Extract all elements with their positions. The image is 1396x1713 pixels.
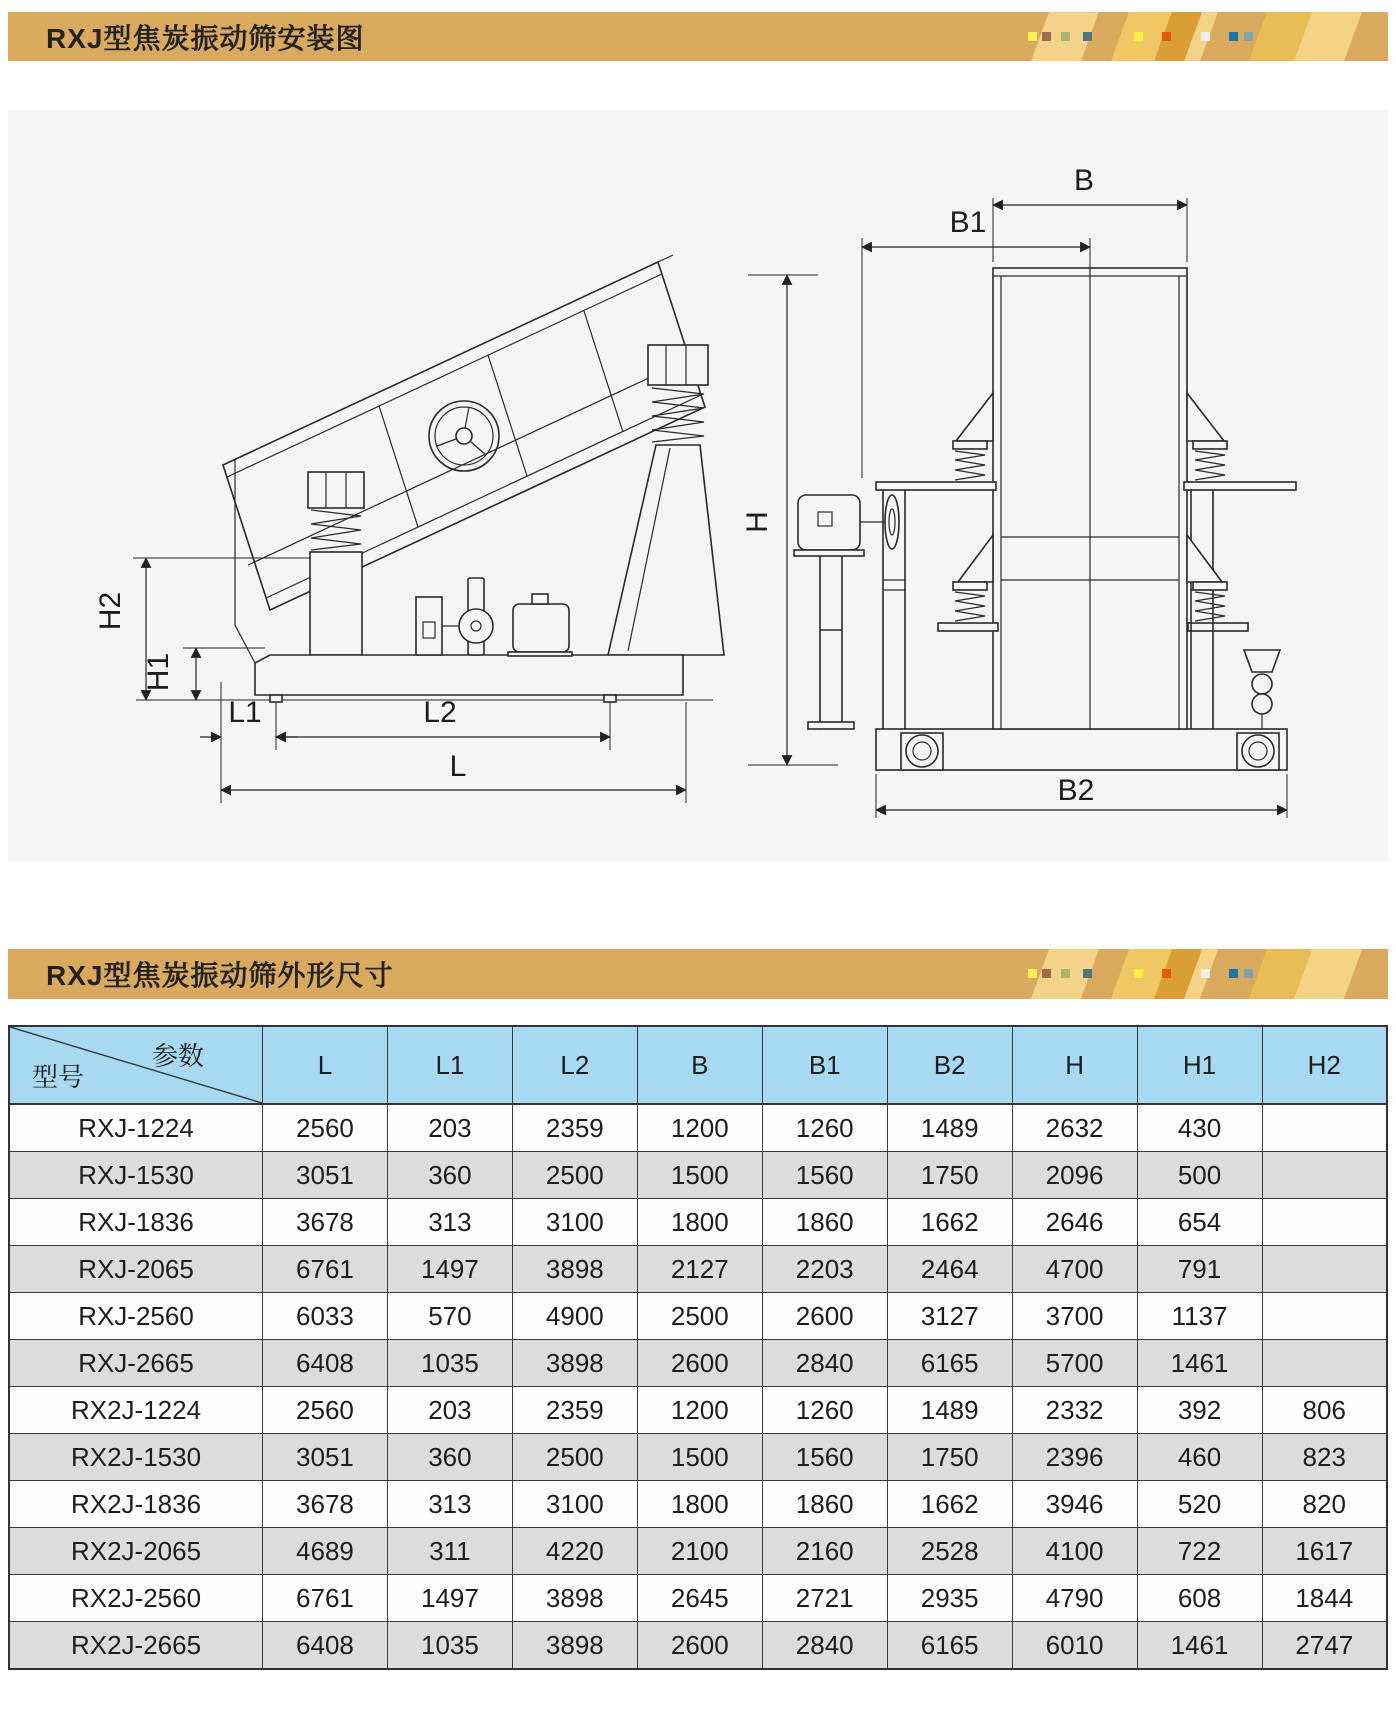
cell-B1: 2203 — [762, 1246, 887, 1293]
cell-H2 — [1262, 1340, 1387, 1387]
cell-B: 1500 — [637, 1434, 762, 1481]
column-header-L1: L1 — [387, 1026, 512, 1104]
cell-B2: 1489 — [887, 1104, 1012, 1152]
decor-square — [1028, 32, 1037, 41]
vibrating-screen-drawing — [8, 110, 1388, 862]
table-corner-cell — [9, 1026, 263, 1104]
decor-square — [1244, 969, 1253, 978]
decor-square — [1229, 969, 1238, 978]
decor-square — [1201, 32, 1210, 41]
technical-drawing-panel — [8, 110, 1388, 862]
cell-L1: 570 — [387, 1293, 512, 1340]
cell-H: 4100 — [1012, 1528, 1137, 1575]
cell-L2: 2359 — [512, 1104, 637, 1152]
cell-H: 6010 — [1012, 1622, 1137, 1670]
cell-L1: 1035 — [387, 1622, 512, 1670]
cell-H: 2396 — [1012, 1434, 1137, 1481]
cell-B2: 6165 — [887, 1622, 1012, 1670]
cell-B2: 1489 — [887, 1387, 1012, 1434]
table-row — [9, 1199, 1387, 1246]
cell-B1: 1260 — [762, 1104, 887, 1152]
cell-B1: 1860 — [762, 1481, 887, 1528]
cell-model: RX2J-1530 — [9, 1434, 263, 1481]
decor-square — [1061, 32, 1070, 41]
cell-H: 2632 — [1012, 1104, 1137, 1152]
cell-H1: 722 — [1137, 1528, 1262, 1575]
decor-square — [1083, 969, 1092, 978]
corner-label-model: 型号 — [32, 1062, 85, 1092]
dimensions-table — [8, 1025, 1388, 1670]
cell-L1: 1497 — [387, 1246, 512, 1293]
motor-drive — [416, 578, 572, 656]
cell-B: 1500 — [637, 1152, 762, 1199]
cell-H: 3700 — [1012, 1293, 1137, 1340]
table-row — [9, 1622, 1387, 1670]
table-body — [9, 1104, 1387, 1669]
cell-H1: 500 — [1137, 1152, 1262, 1199]
cell-H: 2332 — [1012, 1387, 1137, 1434]
column-header-B: B — [637, 1026, 762, 1104]
cell-B2: 3127 — [887, 1293, 1012, 1340]
cell-H2: 1617 — [1262, 1528, 1387, 1575]
cell-model: RXJ-1530 — [9, 1152, 263, 1199]
cell-L: 3051 — [263, 1434, 388, 1481]
column-header-B1: B1 — [762, 1026, 887, 1104]
column-header-L: L — [263, 1026, 388, 1104]
cell-H2 — [1262, 1104, 1387, 1152]
cell-model: RXJ-1224 — [9, 1104, 263, 1152]
cell-H1: 1461 — [1137, 1340, 1262, 1387]
table-row — [9, 1528, 1387, 1575]
cell-B1: 1560 — [762, 1152, 887, 1199]
section-header-installation — [8, 12, 1388, 61]
cell-L: 3678 — [263, 1199, 388, 1246]
cell-L: 4689 — [263, 1528, 388, 1575]
cell-L1: 1497 — [387, 1575, 512, 1622]
cell-L1: 1035 — [387, 1340, 512, 1387]
cell-L: 3678 — [263, 1481, 388, 1528]
table-row — [9, 1340, 1387, 1387]
decor-square — [1244, 32, 1253, 41]
cell-B2: 1750 — [887, 1434, 1012, 1481]
cell-H2: 823 — [1262, 1434, 1387, 1481]
decor-square — [1134, 969, 1143, 978]
cell-H2 — [1262, 1199, 1387, 1246]
cell-L1: 360 — [387, 1152, 512, 1199]
cell-H2 — [1262, 1293, 1387, 1340]
cell-L: 2560 — [263, 1104, 388, 1152]
cell-B2: 1662 — [887, 1481, 1012, 1528]
side-view — [94, 255, 724, 803]
cell-H1: 520 — [1137, 1481, 1262, 1528]
cell-H1: 1461 — [1137, 1622, 1262, 1670]
cell-B1: 2721 — [762, 1575, 887, 1622]
decor-square — [1028, 969, 1037, 978]
jack-assembly — [1244, 650, 1280, 729]
table-header-row — [9, 1026, 1387, 1104]
cell-B: 1200 — [637, 1387, 762, 1434]
cell-H2 — [1262, 1152, 1387, 1199]
cell-L1: 203 — [387, 1387, 512, 1434]
cell-B: 2600 — [637, 1340, 762, 1387]
cell-B2: 2528 — [887, 1528, 1012, 1575]
cell-B2: 1662 — [887, 1199, 1012, 1246]
cell-L1: 203 — [387, 1104, 512, 1152]
cell-L: 6761 — [263, 1246, 388, 1293]
end-view — [794, 164, 1296, 818]
section-header-dimensions — [8, 949, 1388, 999]
cell-model: RX2J-1836 — [9, 1481, 263, 1528]
cell-B: 2645 — [637, 1575, 762, 1622]
dim-label-L: L — [449, 750, 467, 783]
cell-H2: 806 — [1262, 1387, 1387, 1434]
cell-H2: 820 — [1262, 1481, 1387, 1528]
cell-B: 1200 — [637, 1104, 762, 1152]
cell-H: 2646 — [1012, 1199, 1137, 1246]
cell-L1: 313 — [387, 1199, 512, 1246]
cell-model: RXJ-2665 — [9, 1340, 263, 1387]
column-header-H1: H1 — [1137, 1026, 1262, 1104]
column-header-B2: B2 — [887, 1026, 1012, 1104]
dim-label-B2: B2 — [1057, 774, 1095, 807]
cell-model: RX2J-2560 — [9, 1575, 263, 1622]
decor-square — [1061, 969, 1070, 978]
decor-square — [1162, 969, 1171, 978]
column-header-H: H — [1012, 1026, 1137, 1104]
dim-label-H: H — [741, 511, 774, 533]
cell-H1: 430 — [1137, 1104, 1262, 1152]
dim-label-H2: H2 — [94, 591, 127, 631]
cell-L2: 2359 — [512, 1387, 637, 1434]
cell-H1: 460 — [1137, 1434, 1262, 1481]
cell-L: 6408 — [263, 1340, 388, 1387]
cell-L2: 3898 — [512, 1575, 637, 1622]
cell-L2: 3100 — [512, 1199, 637, 1246]
table-row — [9, 1481, 1387, 1528]
table-row — [9, 1246, 1387, 1293]
decor-square — [1201, 969, 1210, 978]
decor-square — [1042, 969, 1051, 978]
dim-label-B1: B1 — [949, 206, 987, 239]
cell-H: 5700 — [1012, 1340, 1137, 1387]
base-frame — [255, 655, 683, 702]
dim-label-L1: L1 — [228, 696, 262, 729]
dim-label-B: B — [1073, 164, 1095, 197]
decor-square — [1229, 32, 1238, 41]
cell-H2: 1844 — [1262, 1575, 1387, 1622]
cell-B: 2600 — [637, 1622, 762, 1670]
cell-L2: 2500 — [512, 1434, 637, 1481]
table-row — [9, 1575, 1387, 1622]
decor-square — [1042, 32, 1051, 41]
cell-model: RXJ-2560 — [9, 1293, 263, 1340]
cell-model: RX2J-2665 — [9, 1622, 263, 1670]
cell-model: RX2J-2065 — [9, 1528, 263, 1575]
table-row — [9, 1152, 1387, 1199]
cell-B: 1800 — [637, 1481, 762, 1528]
cell-L2: 2500 — [512, 1152, 637, 1199]
cell-B: 2100 — [637, 1528, 762, 1575]
cell-B1: 1860 — [762, 1199, 887, 1246]
cell-L: 6761 — [263, 1575, 388, 1622]
cell-H: 4790 — [1012, 1575, 1137, 1622]
dim-label-L2: L2 — [423, 696, 457, 729]
cell-L: 6408 — [263, 1622, 388, 1670]
cell-H2: 2747 — [1262, 1622, 1387, 1670]
cell-model: RXJ-1836 — [9, 1199, 263, 1246]
cell-B1: 2600 — [762, 1293, 887, 1340]
cell-H: 3946 — [1012, 1481, 1137, 1528]
cell-H1: 392 — [1137, 1387, 1262, 1434]
feed-support — [308, 472, 364, 655]
decor-square — [1162, 32, 1171, 41]
cell-B: 2500 — [637, 1293, 762, 1340]
cell-L2: 3898 — [512, 1340, 637, 1387]
column-header-H2: H2 — [1262, 1026, 1387, 1104]
cell-B: 1800 — [637, 1199, 762, 1246]
cell-L: 3051 — [263, 1152, 388, 1199]
section-title: RXJ型焦炭振动筛安装图 — [46, 22, 365, 54]
cell-L: 6033 — [263, 1293, 388, 1340]
table-row — [9, 1293, 1387, 1340]
cell-L1: 311 — [387, 1528, 512, 1575]
column-header-L2: L2 — [512, 1026, 637, 1104]
table-row — [9, 1387, 1387, 1434]
cell-B1: 1560 — [762, 1434, 887, 1481]
cell-H2 — [1262, 1246, 1387, 1293]
cell-B2: 2464 — [887, 1246, 1012, 1293]
cell-L2: 4220 — [512, 1528, 637, 1575]
cell-H: 2096 — [1012, 1152, 1137, 1199]
cell-B2: 2935 — [887, 1575, 1012, 1622]
dim-label-H1: H1 — [142, 652, 175, 692]
cell-B2: 6165 — [887, 1340, 1012, 1387]
cell-B1: 2840 — [762, 1340, 887, 1387]
cell-model: RXJ-2065 — [9, 1246, 263, 1293]
cell-model: RX2J-1224 — [9, 1387, 263, 1434]
cell-L2: 3100 — [512, 1481, 637, 1528]
cell-H1: 654 — [1137, 1199, 1262, 1246]
cell-L2: 4900 — [512, 1293, 637, 1340]
table-row — [9, 1434, 1387, 1481]
cell-L1: 360 — [387, 1434, 512, 1481]
cell-B2: 1750 — [887, 1152, 1012, 1199]
corner-label-parameter: 参数 — [151, 1041, 204, 1071]
cell-H1: 608 — [1137, 1575, 1262, 1622]
cell-H: 4700 — [1012, 1246, 1137, 1293]
cell-H1: 791 — [1137, 1246, 1262, 1293]
cell-H1: 1137 — [1137, 1293, 1262, 1340]
table-row — [9, 1104, 1387, 1152]
cell-B1: 1260 — [762, 1387, 887, 1434]
decor-square — [1083, 32, 1092, 41]
cell-B1: 2160 — [762, 1528, 887, 1575]
cell-L2: 3898 — [512, 1622, 637, 1670]
cell-B: 2127 — [637, 1246, 762, 1293]
cell-L2: 3898 — [512, 1246, 637, 1293]
cell-L1: 313 — [387, 1481, 512, 1528]
section-title: RXJ型焦炭振动筛外形尺寸 — [46, 960, 394, 991]
decor-square — [1134, 32, 1143, 41]
cell-L: 2560 — [263, 1387, 388, 1434]
cell-B1: 2840 — [762, 1622, 887, 1670]
